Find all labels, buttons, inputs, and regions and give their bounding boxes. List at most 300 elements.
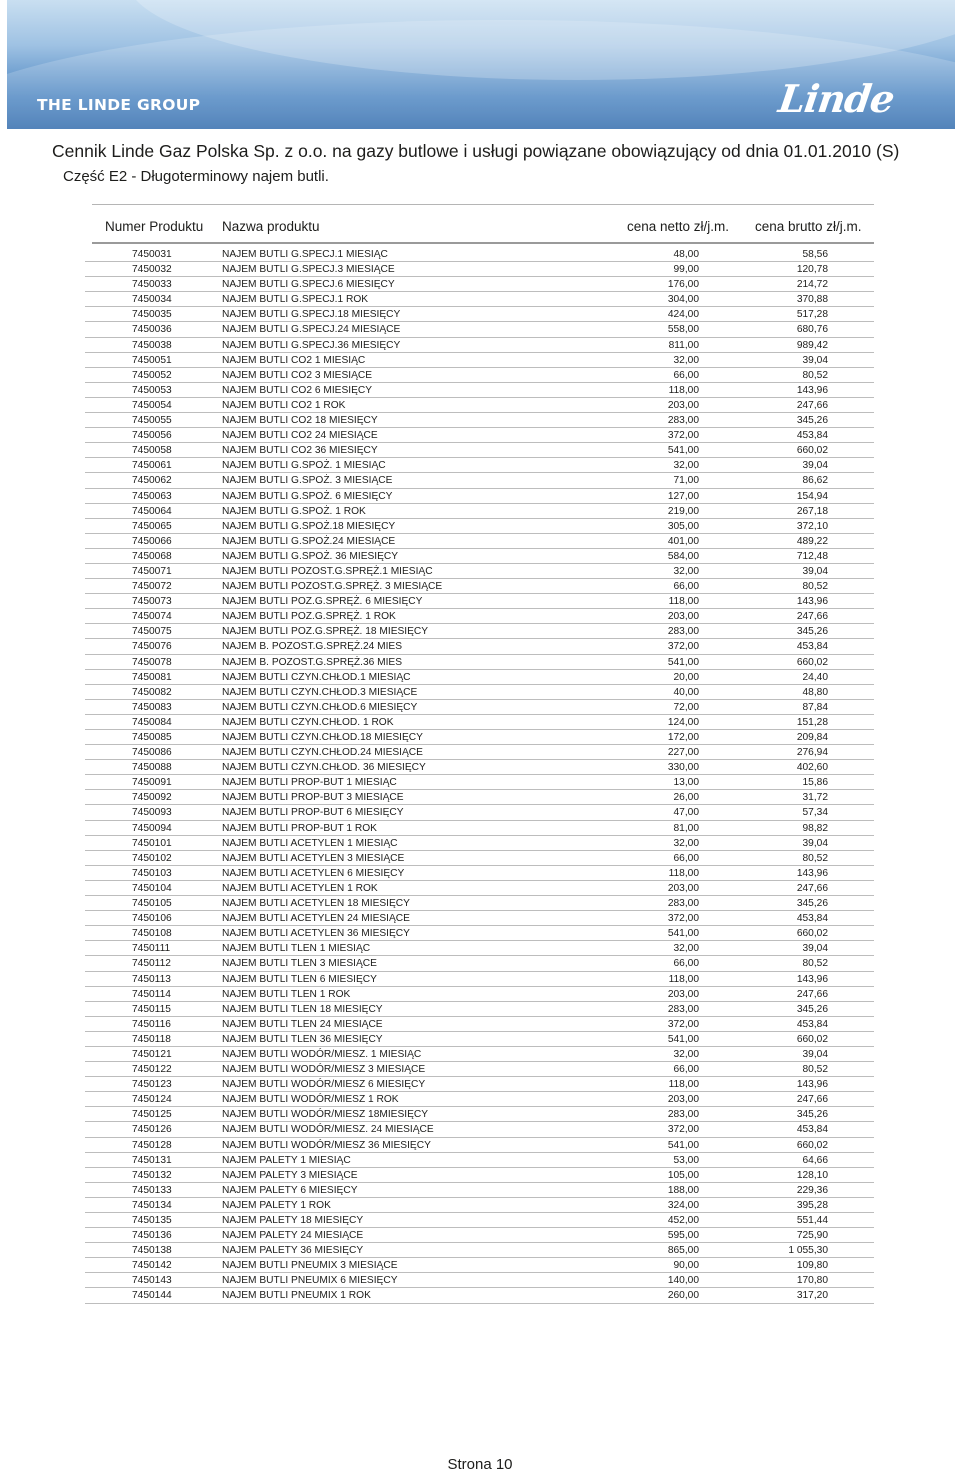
table-row xyxy=(85,700,874,715)
gross-price: 276,94 xyxy=(796,747,828,759)
product-number: 7450065 xyxy=(132,520,172,532)
table-row xyxy=(85,685,874,700)
product-name: NAJEM BUTLI TLEN 1 ROK xyxy=(222,988,351,1000)
table-row xyxy=(85,956,874,971)
net-price: 203,00 xyxy=(667,988,699,1000)
product-number: 7450105 xyxy=(132,898,172,910)
net-price: 372,00 xyxy=(667,430,699,442)
table-row xyxy=(85,1092,874,1107)
net-price: 172,00 xyxy=(667,732,699,743)
table-row xyxy=(85,1122,874,1137)
product-name: NAJEM BUTLI G.SPOŻ. 1 MIESIĄC xyxy=(222,460,386,472)
net-price: 283,00 xyxy=(667,1003,699,1015)
net-price: 203,00 xyxy=(667,611,699,623)
product-number: 7450136 xyxy=(132,1230,172,1242)
gross-price: 712,48 xyxy=(796,550,828,562)
table-row xyxy=(85,609,874,624)
table-row xyxy=(85,1153,874,1168)
product-name: NAJEM BUTLI ACETYLEN 24 MIESIĄCE xyxy=(222,913,410,925)
net-price: 424,00 xyxy=(667,309,699,321)
product-number: 7450073 xyxy=(132,596,172,608)
product-name: NAJEM BUTLI TLEN 1 MIESIĄC xyxy=(222,943,371,955)
product-name: NAJEM BUTLI G.SPOŻ. 3 MIESIĄCE xyxy=(222,475,393,487)
net-price: 32,00 xyxy=(673,460,699,472)
net-price: 72,00 xyxy=(673,701,699,713)
product-number: 7450115 xyxy=(132,1003,171,1015)
net-price: 865,00 xyxy=(667,1245,699,1257)
product-number: 7450122 xyxy=(132,1064,172,1076)
net-price: 53,00 xyxy=(673,1154,699,1166)
net-price: 330,00 xyxy=(667,762,699,774)
gross-price: 31,72 xyxy=(802,792,828,804)
product-name: NAJEM PALETY 18 MIESIĘCY xyxy=(222,1215,364,1226)
product-name: NAJEM BUTLI POZ.G.SPRĘŻ. 18 MIESIĘCY xyxy=(222,626,429,638)
table-row xyxy=(85,821,874,836)
product-number: 7450081 xyxy=(132,671,172,683)
product-name: NAJEM BUTLI CZYN.CHŁOD.24 MIESIĄCE xyxy=(222,747,423,759)
product-number: 7450138 xyxy=(132,1245,172,1257)
gross-price: 453,84 xyxy=(796,913,828,925)
product-name: NAJEM BUTLI PNEUMIX 6 MIESIĘCY xyxy=(222,1275,398,1287)
table-row xyxy=(85,639,874,654)
table-row xyxy=(85,1002,874,1017)
product-number: 7450055 xyxy=(132,415,172,427)
gross-price: 370,88 xyxy=(796,294,828,306)
product-name: NAJEM BUTLI CZYN.CHŁOD.3 MIESIĄCE xyxy=(222,686,418,698)
gross-price: 64,66 xyxy=(802,1154,828,1166)
product-number: 7450121 xyxy=(132,1048,172,1060)
product-name: NAJEM BUTLI CO2 3 MIESIĄCE xyxy=(222,369,373,381)
table-row xyxy=(85,805,874,820)
product-number: 7450112 xyxy=(132,958,171,970)
net-price: 118,00 xyxy=(668,384,699,396)
net-price: 283,00 xyxy=(667,1109,699,1121)
table-row xyxy=(85,730,874,745)
net-price: 372,00 xyxy=(667,1018,699,1030)
product-number: 7450143 xyxy=(132,1275,172,1287)
net-price: 541,00 xyxy=(667,1033,699,1045)
table-row xyxy=(85,458,874,473)
table-row xyxy=(85,443,874,458)
page-number: Strona 10 xyxy=(447,1456,513,1473)
product-number: 7450134 xyxy=(132,1199,172,1211)
gross-price: 453,84 xyxy=(796,641,828,653)
table-row xyxy=(85,1288,874,1303)
gross-price: 80,52 xyxy=(802,581,828,593)
product-name: NAJEM BUTLI CO2 1 ROK xyxy=(222,399,346,411)
gross-price: 143,96 xyxy=(796,596,828,608)
table-row xyxy=(85,851,874,866)
gross-price: 345,26 xyxy=(796,415,828,427)
header-top-rule xyxy=(92,204,874,205)
gross-price: 170,80 xyxy=(796,1275,828,1287)
product-number: 7450142 xyxy=(132,1260,172,1272)
product-name: NAJEM BUTLI G.SPECJ.3 MIESIĄCE xyxy=(222,264,395,276)
net-price: 66,00 xyxy=(673,581,699,593)
product-number: 7450053 xyxy=(132,384,172,396)
net-price: 118,00 xyxy=(668,596,699,608)
product-number: 7450114 xyxy=(132,988,171,1000)
gross-price: 680,76 xyxy=(796,324,828,336)
gross-price: 143,96 xyxy=(796,867,828,879)
gross-price: 57,34 xyxy=(802,807,828,819)
product-number: 7450128 xyxy=(132,1139,172,1151)
document-title: Cennik Linde Gaz Polska Sp. z o.o. na gazy butlowe i usługi powiązane obowiązujący od dnia 01.01.2010 (S) xyxy=(52,141,900,161)
net-price: 47,00 xyxy=(673,807,699,819)
net-price: 13,00 xyxy=(673,777,699,789)
product-name: NAJEM BUTLI CZYN.CHŁOD.6 MIESIĘCY xyxy=(222,701,418,713)
net-price: 324,00 xyxy=(667,1199,699,1211)
table-row xyxy=(85,549,874,564)
table-row xyxy=(85,1107,874,1122)
gross-price: 247,66 xyxy=(796,882,828,894)
product-number: 7450063 xyxy=(132,490,172,502)
product-number: 7450103 xyxy=(132,867,172,879)
gross-price: 247,66 xyxy=(796,399,828,411)
net-price: 452,00 xyxy=(667,1215,699,1226)
net-price: 811,00 xyxy=(668,339,699,351)
product-name: NAJEM BUTLI WODÓR/MIESZ. 1 MIESIĄC xyxy=(222,1048,422,1060)
table-row xyxy=(85,292,874,307)
product-name: NAJEM PALETY 6 MIESIĘCY xyxy=(222,1184,358,1196)
product-number: 7450101 xyxy=(132,837,172,849)
table-row xyxy=(85,504,874,519)
product-number: 7450038 xyxy=(132,339,172,351)
gross-price: 151,28 xyxy=(796,716,828,728)
gross-price: 517,28 xyxy=(796,309,828,321)
product-number: 7450082 xyxy=(132,686,172,698)
product-name: NAJEM BUTLI ACETYLEN 1 MIESIĄC xyxy=(222,837,398,849)
gross-price: 247,66 xyxy=(796,1094,828,1106)
table-row xyxy=(85,1243,874,1258)
table-row xyxy=(85,383,874,398)
net-price: 32,00 xyxy=(673,837,699,849)
gross-price: 660,02 xyxy=(796,1139,828,1151)
net-price: 32,00 xyxy=(673,943,699,955)
gross-price: 80,52 xyxy=(802,958,828,970)
net-price: 305,00 xyxy=(667,520,699,532)
net-price: 26,00 xyxy=(673,792,699,804)
net-price: 541,00 xyxy=(667,1139,699,1151)
table-row xyxy=(85,972,874,987)
product-name: NAJEM BUTLI CZYN.CHŁOD. 1 ROK xyxy=(222,716,394,728)
product-name: NAJEM BUTLI G.SPECJ.24 MIESIĄCE xyxy=(222,324,401,336)
column-header-gross-price: cena brutto zł/j.m. xyxy=(755,219,862,234)
product-number: 7450085 xyxy=(132,732,172,743)
product-name: NAJEM PALETY 1 MIESIĄC xyxy=(222,1154,351,1166)
table-row xyxy=(85,715,874,730)
product-name: NAJEM BUTLI PROP-BUT 1 MIESIĄC xyxy=(222,777,397,789)
product-number: 7450068 xyxy=(132,550,172,562)
table-row xyxy=(85,262,874,277)
table-row xyxy=(85,987,874,1002)
table-row xyxy=(85,790,874,805)
product-name: NAJEM BUTLI TLEN 36 MIESIĘCY xyxy=(222,1033,383,1045)
gross-price: 87,84 xyxy=(802,701,828,713)
gross-price: 98,82 xyxy=(802,822,828,834)
gross-price: 372,10 xyxy=(796,520,828,532)
table-row xyxy=(85,1273,874,1288)
net-price: 595,00 xyxy=(667,1230,699,1242)
product-number: 7450051 xyxy=(132,354,172,366)
gross-price: 80,52 xyxy=(802,852,828,864)
product-name: NAJEM BUTLI TLEN 3 MIESIĄCE xyxy=(222,958,377,970)
table-row xyxy=(85,1198,874,1213)
table-row xyxy=(85,866,874,881)
product-name: NAJEM BUTLI PNEUMIX 3 MIESIĄCE xyxy=(222,1260,398,1272)
table-row xyxy=(85,368,874,383)
product-number: 7450123 xyxy=(132,1079,172,1091)
gross-price: 229,36 xyxy=(796,1184,828,1196)
net-price: 81,00 xyxy=(673,822,699,834)
gross-price: 15,86 xyxy=(802,777,828,789)
product-name: NAJEM BUTLI G.SPOŻ.18 MIESIĘCY xyxy=(222,520,396,532)
net-price: 48,00 xyxy=(673,249,699,260)
table-row xyxy=(85,655,874,670)
product-name: NAJEM BUTLI ACETYLEN 36 MIESIĘCY xyxy=(222,928,410,940)
product-name: NAJEM PALETY 3 MIESIĄCE xyxy=(222,1169,358,1181)
product-number: 7450131 xyxy=(132,1154,172,1166)
table-row xyxy=(85,836,874,851)
product-name: NAJEM BUTLI CO2 18 MIESIĘCY xyxy=(222,415,378,427)
product-number: 7450084 xyxy=(132,716,172,728)
net-price: 203,00 xyxy=(667,882,699,894)
product-number: 7450118 xyxy=(132,1033,171,1045)
product-number: 7450064 xyxy=(132,505,172,517)
product-name: NAJEM PALETY 1 ROK xyxy=(222,1199,331,1211)
net-price: 105,00 xyxy=(667,1169,699,1181)
product-number: 7450093 xyxy=(132,807,172,819)
product-number: 7450102 xyxy=(132,852,172,864)
gross-price: 453,84 xyxy=(796,1018,828,1030)
gross-price: 247,66 xyxy=(796,988,828,1000)
product-name: NAJEM BUTLI CO2 36 MIESIĘCY xyxy=(222,445,378,457)
table-row xyxy=(85,745,874,760)
product-number: 7450071 xyxy=(132,565,172,577)
gross-price: 317,20 xyxy=(796,1290,828,1302)
price-table-body xyxy=(85,247,874,1304)
column-header-net-price: cena netto zł/j.m. xyxy=(627,219,730,234)
product-number: 7450106 xyxy=(132,913,172,925)
gross-price: 551,44 xyxy=(796,1215,828,1226)
table-row xyxy=(85,1168,874,1183)
net-price: 283,00 xyxy=(667,626,699,638)
product-name: NAJEM B. POZOST.G.SPRĘŻ.24 MIES xyxy=(222,641,403,653)
gross-price: 345,26 xyxy=(796,626,828,638)
net-price: 20,00 xyxy=(673,671,699,683)
net-price: 372,00 xyxy=(667,641,699,653)
table-row xyxy=(85,941,874,956)
product-number: 7450108 xyxy=(132,928,172,940)
table-row xyxy=(85,1213,874,1228)
net-price: 227,00 xyxy=(667,747,699,759)
product-number: 7450116 xyxy=(132,1018,171,1030)
product-number: 7450056 xyxy=(132,430,172,442)
net-price: 541,00 xyxy=(667,656,699,668)
product-name: NAJEM PALETY 24 MIESIĄCE xyxy=(222,1230,364,1242)
product-name: NAJEM BUTLI WODÓR/MIESZ 1 ROK xyxy=(222,1094,399,1106)
gross-price: 267,18 xyxy=(796,505,828,517)
gross-price: 247,66 xyxy=(796,611,828,623)
product-name: NAJEM BUTLI TLEN 18 MIESIĘCY xyxy=(222,1003,383,1015)
product-number: 7450125 xyxy=(132,1109,172,1121)
product-name: NAJEM BUTLI CO2 24 MIESIĄCE xyxy=(222,430,378,442)
document-subtitle: Część E2 - Długoterminowy najem butli. xyxy=(63,168,329,185)
net-price: 541,00 xyxy=(667,445,699,457)
gross-price: 660,02 xyxy=(796,928,828,940)
product-name: NAJEM BUTLI G.SPECJ.6 MIESIĘCY xyxy=(222,279,395,291)
net-price: 124,00 xyxy=(667,716,699,728)
product-number: 7450113 xyxy=(132,973,171,985)
table-row xyxy=(85,896,874,911)
table-row xyxy=(85,473,874,488)
net-price: 203,00 xyxy=(667,1094,699,1106)
table-row xyxy=(85,413,874,428)
product-number: 7450052 xyxy=(132,369,172,381)
column-header-product-number: Numer Produktu xyxy=(105,219,204,234)
product-number: 7450076 xyxy=(132,641,172,653)
table-row xyxy=(85,564,874,579)
table-row xyxy=(85,1017,874,1032)
gross-price: 725,90 xyxy=(796,1230,828,1242)
product-name: NAJEM BUTLI G.SPECJ.36 MIESIĘCY xyxy=(222,339,401,351)
product-name: NAJEM BUTLI G.SPOŻ. 6 MIESIĘCY xyxy=(222,490,393,502)
product-name: NAJEM BUTLI POZOST.G.SPRĘŻ.1 MIESIĄC xyxy=(222,565,433,577)
table-row xyxy=(85,881,874,896)
product-name: NAJEM BUTLI WODÓR/MIESZ 18MIESIĘCY xyxy=(222,1109,429,1121)
group-name: THE LINDE GROUP xyxy=(37,96,201,114)
product-name: NAJEM BUTLI G.SPOŻ. 36 MIESIĘCY xyxy=(222,550,399,562)
product-number: 7450092 xyxy=(132,792,172,804)
gross-price: 489,22 xyxy=(796,535,828,547)
gross-price: 39,04 xyxy=(802,565,828,577)
gross-price: 660,02 xyxy=(796,1033,828,1045)
product-name: NAJEM BUTLI ACETYLEN 18 MIESIĘCY xyxy=(222,898,410,910)
table-row xyxy=(85,1258,874,1273)
table-row xyxy=(85,1077,874,1092)
product-name: NAJEM BUTLI TLEN 24 MIESIĄCE xyxy=(222,1018,383,1030)
product-number: 7450036 xyxy=(132,324,172,336)
gross-price: 402,60 xyxy=(796,762,828,774)
header-bottom-rule xyxy=(92,242,874,244)
product-number: 7450083 xyxy=(132,701,172,713)
product-name: NAJEM BUTLI ACETYLEN 3 MIESIĄCE xyxy=(222,852,405,864)
gross-price: 209,84 xyxy=(796,732,828,743)
product-number: 7450062 xyxy=(132,475,172,487)
gross-price: 39,04 xyxy=(802,354,828,366)
net-price: 188,00 xyxy=(667,1184,699,1196)
net-price: 118,00 xyxy=(668,867,699,879)
gross-price: 39,04 xyxy=(802,837,828,849)
table-row xyxy=(85,1062,874,1077)
net-price: 40,00 xyxy=(673,686,699,698)
net-price: 118,00 xyxy=(668,973,699,985)
product-name: NAJEM BUTLI CZYN.CHŁOD.18 MIESIĘCY xyxy=(222,732,423,743)
product-name: NAJEM BUTLI POZOST.G.SPRĘŻ. 3 MIESIĄCE xyxy=(222,581,443,593)
product-name: NAJEM BUTLI POZ.G.SPRĘŻ. 1 ROK xyxy=(222,611,396,623)
product-name: NAJEM BUTLI ACETYLEN 6 MIESIĘCY xyxy=(222,867,405,879)
product-name: NAJEM BUTLI PNEUMIX 1 ROK xyxy=(222,1290,371,1302)
gross-price: 660,02 xyxy=(796,656,828,668)
gross-price: 143,96 xyxy=(796,1079,828,1091)
net-price: 203,00 xyxy=(667,399,699,411)
product-number: 7450078 xyxy=(132,656,172,668)
product-number: 7450135 xyxy=(132,1215,172,1226)
gross-price: 39,04 xyxy=(802,1048,828,1060)
product-name: NAJEM BUTLI G.SPECJ.1 ROK xyxy=(222,294,369,306)
table-row xyxy=(85,1228,874,1243)
table-row xyxy=(85,926,874,941)
table-row xyxy=(85,1183,874,1198)
table-row xyxy=(85,1047,874,1062)
table-row xyxy=(85,247,874,262)
product-number: 7450091 xyxy=(132,777,172,789)
product-number: 7450133 xyxy=(132,1184,172,1196)
gross-price: 453,84 xyxy=(796,430,828,442)
net-price: 401,00 xyxy=(667,535,699,547)
net-price: 260,00 xyxy=(667,1290,699,1302)
gross-price: 80,52 xyxy=(802,1064,828,1076)
product-name: NAJEM BUTLI PROP-BUT 3 MIESIĄCE xyxy=(222,792,404,804)
product-name: NAJEM BUTLI WODÓR/MIESZ 6 MIESIĘCY xyxy=(222,1079,426,1091)
product-number: 7450035 xyxy=(132,309,172,321)
table-row xyxy=(85,670,874,685)
gross-price: 48,80 xyxy=(802,686,828,698)
net-price: 372,00 xyxy=(667,1124,699,1136)
product-name: NAJEM BUTLI PROP-BUT 1 ROK xyxy=(222,822,377,834)
table-row xyxy=(85,489,874,504)
gross-price: 128,10 xyxy=(796,1169,828,1181)
gross-price: 214,72 xyxy=(796,279,828,291)
column-header-product-name: Nazwa produktu xyxy=(222,219,320,234)
gross-price: 345,26 xyxy=(796,1109,828,1121)
net-price: 66,00 xyxy=(673,852,699,864)
gross-price: 39,04 xyxy=(802,460,828,472)
product-name: NAJEM BUTLI G.SPECJ.18 MIESIĘCY xyxy=(222,309,401,321)
gross-price: 154,94 xyxy=(796,490,828,502)
table-row xyxy=(85,428,874,443)
product-number: 7450074 xyxy=(132,611,172,623)
product-number: 7450072 xyxy=(132,581,172,593)
product-number: 7450032 xyxy=(132,264,172,276)
gross-price: 143,96 xyxy=(796,973,828,985)
net-price: 584,00 xyxy=(667,550,699,562)
product-name: NAJEM BUTLI G.SPECJ.1 MIESIĄC xyxy=(222,249,388,260)
product-number: 7450066 xyxy=(132,535,172,547)
net-price: 127,00 xyxy=(667,490,699,502)
gross-price: 86,62 xyxy=(802,475,828,487)
net-price: 99,00 xyxy=(673,264,699,276)
product-number: 7450054 xyxy=(132,399,172,411)
net-price: 66,00 xyxy=(673,369,699,381)
product-number: 7450034 xyxy=(132,294,172,306)
gross-price: 660,02 xyxy=(796,445,828,457)
product-name: NAJEM PALETY 36 MIESIĘCY xyxy=(222,1245,364,1257)
product-number: 7450126 xyxy=(132,1124,172,1136)
table-row xyxy=(85,519,874,534)
table-row xyxy=(85,594,874,609)
gross-price: 58,56 xyxy=(802,249,828,260)
table-row xyxy=(85,624,874,639)
product-name: NAJEM BUTLI POZ.G.SPRĘŻ. 6 MIESIĘCY xyxy=(222,596,423,608)
table-row xyxy=(85,911,874,926)
table-row xyxy=(85,322,874,337)
net-price: 283,00 xyxy=(667,898,699,910)
product-name: NAJEM BUTLI CZYN.CHŁOD. 36 MIESIĘCY xyxy=(222,762,426,774)
net-price: 176,00 xyxy=(667,279,699,291)
product-number: 7450075 xyxy=(132,626,172,638)
gross-price: 39,04 xyxy=(802,943,828,955)
